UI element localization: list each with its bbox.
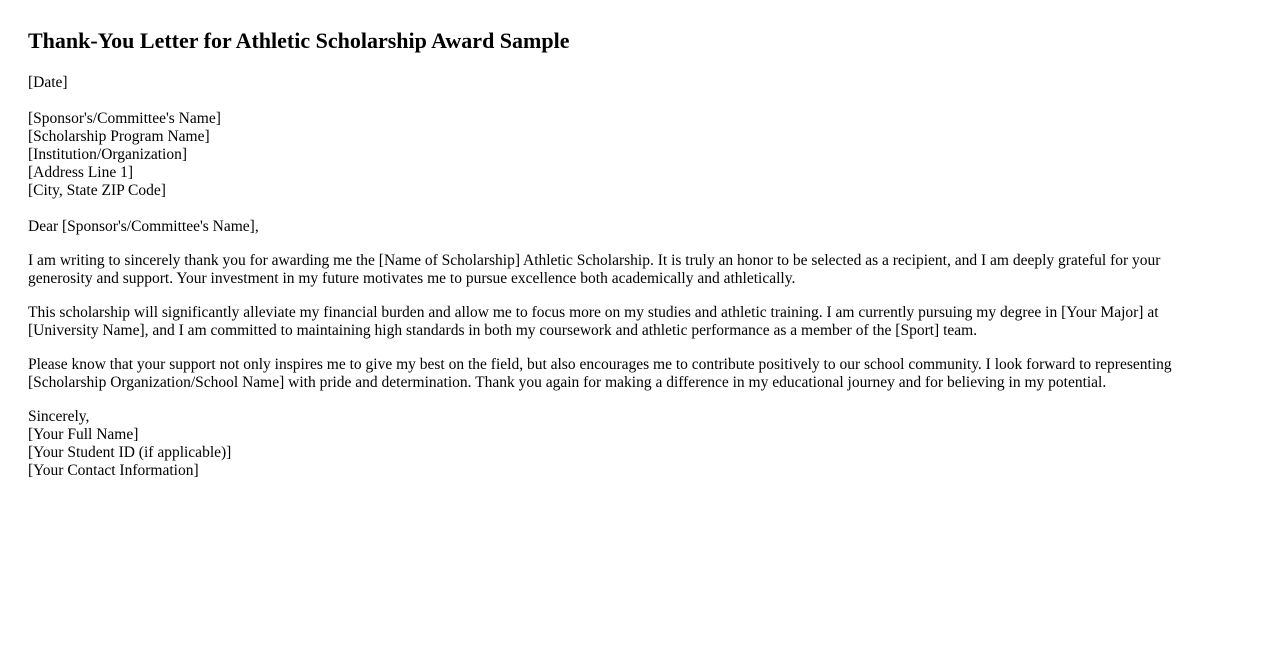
closing-line: [Your Student ID (if applicable)] <box>28 444 232 461</box>
body-paragraph: I am writing to sincerely thank you for awarding me the [Name of Scholarship] Athletic Scholarship. It is truly an honor to be selected as a recipient, and I am deeply grateful for your generosity and support. Your investment in my future motivates me to pursue excellence both academically and athletically. <box>28 252 1161 287</box>
page-title: Thank-You Letter for Athletic Scholarship Award Sample <box>28 28 570 53</box>
letter-closing <box>28 408 1218 480</box>
recipient-line: [Scholarship Program Name] <box>28 128 210 145</box>
body-paragraph: Please know that your support not only inspires me to give my best on the field, but also encourages me to contribute positively to our school community. I look forward to representing [Scholarship Organization/School Name] with pride and determination. Thank you again for making a difference in my educational journey and for believing in my potential. <box>28 356 1172 391</box>
recipient-line: [Institution/Organization] <box>28 146 187 163</box>
body-paragraph: This scholarship will significantly alleviate my financial burden and allow me to focus more on my studies and athletic training. I am currently pursuing my degree in [Your Major] at [University Name], and I am committed to maintaining high standards in both my coursework and athletic performance as a member of the [Sport] team. <box>28 304 1159 339</box>
closing-line: [Your Contact Information] <box>28 462 199 479</box>
letter-date: [Date] <box>28 74 68 91</box>
closing-line: Sincerely, <box>28 408 90 425</box>
recipient-address <box>28 110 1250 200</box>
letter-greeting: Dear [Sponsor's/Committee's Name], <box>28 218 259 235</box>
recipient-line: [City, State ZIP Code] <box>28 182 166 199</box>
recipient-line: [Sponsor's/Committee's Name] <box>28 110 221 127</box>
recipient-line: [Address Line 1] <box>28 164 134 181</box>
closing-line: [Your Full Name] <box>28 426 139 443</box>
